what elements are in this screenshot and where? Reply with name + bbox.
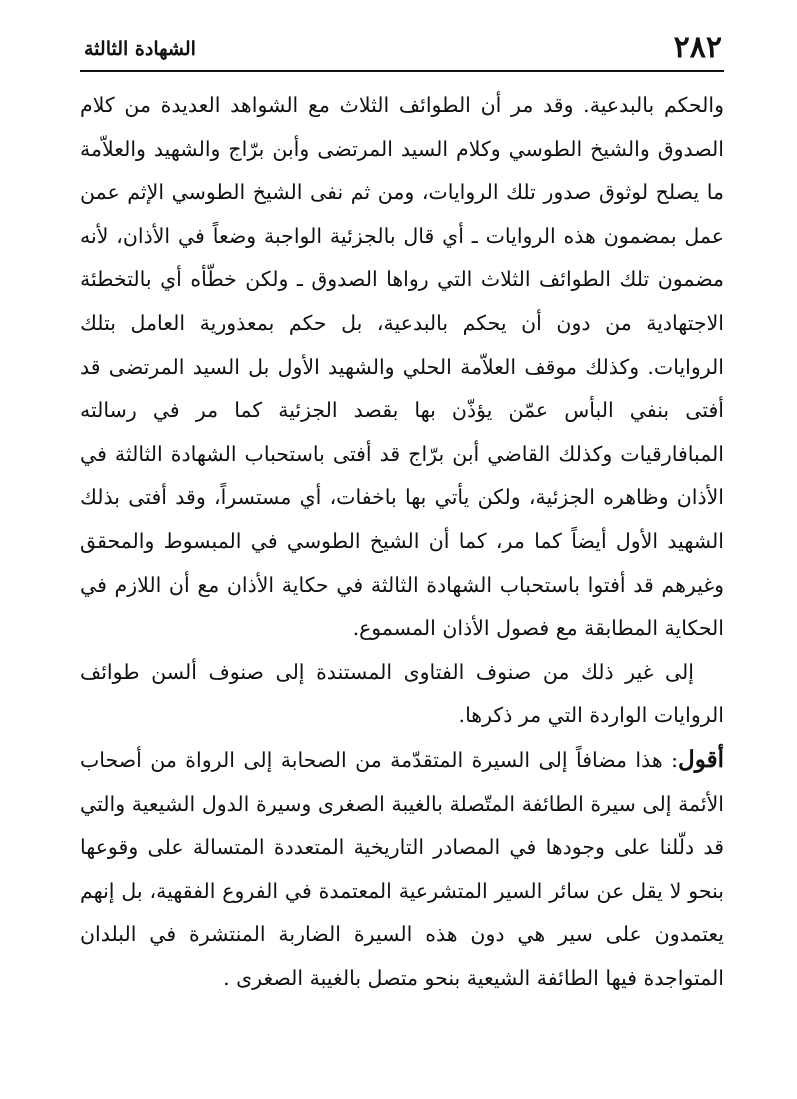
- paragraph-3: [80, 738, 724, 1001]
- paragraph-3-lead-word: أقول: [678, 745, 724, 773]
- header-divider: [80, 70, 724, 72]
- page-header: [80, 30, 724, 72]
- page-number: ٢٨٢: [673, 30, 722, 65]
- paragraph-3-text: : هذا مضافاً إلى السيرة المتقدّمة من الصحابة إلى الرواة من أصحاب الأئمة إلى سيرة الطائفة المتّصلة بالغيبة الصغرى وسيرة الدول الشيعية والتي قد دلّلنا على وجودها في المصادر التاريخية المتعددة المتسالة على وقوعها بنحو لا يقل عن سائر السير المتشرعية المعتمدة في الفروع الفقهية، بل إنهم يعتمدون على سير هي دون هذه السيرة الضاربة المنتشرة في البلدان المتواجدة فيها الطائفة الشيعية بنحو متصل بالغيبة الصغرى .: [80, 747, 724, 990]
- paragraph-1: والحكم بالبدعية. وقد مر أن الطوائف الثلاث مع الشواهد العديدة من كلام الصدوق والشيخ الطوسي وكلام السيد المرتضى وأبن برّاج والشهيد والعلاّمة ما يصلح لوثوق صدور تلك الروايات، ومن ثم نفى الشيخ الطوسي الإثم عمن عمل بمضمون هذه الروايات ـ أي قال بالجزئية الواجبة وضعاً في الأذان، لأنه مضمون تلك الطوائف الثلاث التي رواها الصدوق ـ ولكن خطّأه أي بالتخطئة الاجتهادية من دون أن يحكم بالبدعية، بل حكم بمعذورية العامل بتلك الروايات. وكذلك موقف العلاّمة الحلي والشهيد الأول بل السيد المرتضى قد أفتى بنفي البأس عمّن يؤذّن بها بقصد الجزئية كما مر في رسالته المبافارقيات وكذلك القاضي أبن برّاج قد أفتى باستحباب الشهادة الثالثة في الأذان وظاهره الجزئية، ولكن يأتي بها باخفات، أي مستسراً، وقد أفتى بذلك الشهيد الأول أيضاً كما مر، كما أن الشيخ الطوسي في المبسوط والمحقق وغيرهم قد أفتوا باستحباب الشهادة الثالثة في حكاية الأذان مع أن اللازم في الحكاية المطابقة مع فصول الأذان المسموع.: [80, 93, 724, 641]
- body-text: [80, 84, 724, 1000]
- paragraph-2: إلى غير ذلك من صنوف الفتاوى المستندة إلى صنوف ألسن طوائف الروايات الواردة التي مر ذكرها.: [80, 659, 724, 728]
- running-header-title: الشهادة الثالثة: [84, 38, 196, 60]
